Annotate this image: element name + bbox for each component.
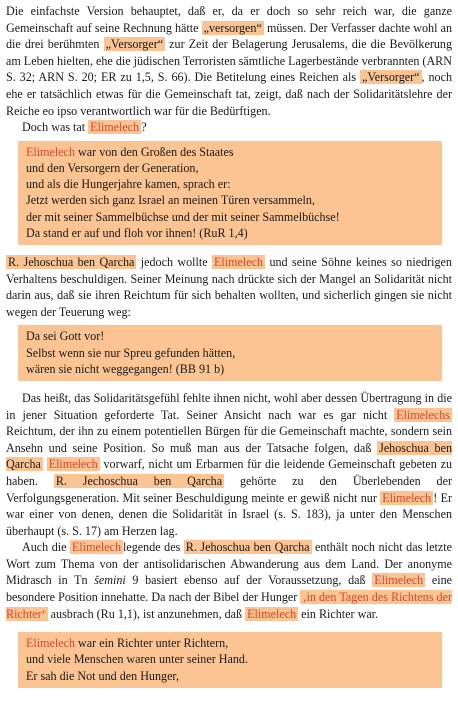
highlight-elimelech: Elimelech xyxy=(72,540,122,555)
quote-line: Da sei Gott vor! xyxy=(26,329,105,344)
highlight-elimelech: Elimelech xyxy=(382,490,432,505)
text-run: zur Zeit der Belagerung Jerusalems, die die Bevölkerung am Leben hielten, ehe die jüdischen Terroristen sämtliche Lagerbestände verbrannten (ARN S. 32; ARN S. 20; ER zu 1,5, S. 66). Die Betitelung eines Reichen als xyxy=(6,37,452,85)
highlight-elimelech: Elimelech xyxy=(374,573,424,588)
quote-reference: (RuR 1,4) xyxy=(196,225,248,240)
text-run: legende des xyxy=(123,540,184,555)
highlight-elimelech: Elimelech xyxy=(90,120,140,135)
quote-line xyxy=(26,361,434,377)
paragraph-4 xyxy=(6,390,452,539)
quote-line: der mit seiner Sammelbüchse und der mit seiner Sammelbüchse! xyxy=(26,209,340,224)
highlight-versorger: „Versorger“ xyxy=(362,70,420,85)
quote-line xyxy=(26,144,434,160)
text-run: ein Richter war. xyxy=(298,606,379,621)
highlight-rabbi: R. Jehoschua ben Qarcha xyxy=(185,540,310,555)
text-run: , noch ehe er tatsächlich etwas für die Gemeinschaft tat, zeigt, daß nach der Solidaritätslehre der Reiche eo ipso verantwortlich war für die Bedürftigen. xyxy=(6,70,453,118)
text-run: Die einfachste Version behauptet, daß er, da er doch so sehr reich war, die ganze Gemeinschaft auf seine Rechnung hätte xyxy=(6,4,452,35)
highlight-elimelech: Elimelech xyxy=(247,606,297,621)
paragraph-1 xyxy=(6,3,452,119)
quote-line: und als die Hungerjahre kamen, sprach er: xyxy=(26,177,231,192)
text-run: müssen. Der Verfasser dachte wohl an die drei berühmten xyxy=(6,20,452,52)
quote-line: und viele Menschen waren unter seiner Hand. xyxy=(26,652,248,667)
text-run: war von den Großen des Staates xyxy=(75,144,234,159)
text-run: Das heißt, das Solidaritätsgefühl fehlte ihnen nicht, wohl aber dessen Übertragung in die in jener Situation geforderte Tat. Seiner Ansicht nach war es gar nicht xyxy=(6,390,452,422)
text-run: und seine Söhne keines so niedrigen Verhaltens beschuldigen. Seiner Meinung nach drückte sich der Mangel an Solidarität nicht darin aus, daß sie ihren Reichtum für sich behalten wollten, und sicherlich gingen sie nicht wegen der Teuerung weg: xyxy=(6,254,452,319)
text-run: war ein Richter unter Richtern, xyxy=(75,636,229,651)
text-run: Auch die xyxy=(22,540,70,555)
highlight-elimelechs: Elimelechs xyxy=(396,407,450,422)
text-run: wären sie nicht weggegangen! xyxy=(26,361,173,376)
quote-block-rur xyxy=(18,141,442,245)
quote-elimelech: Elimelech xyxy=(26,144,76,159)
text-run: ? xyxy=(141,120,147,135)
document-page xyxy=(6,3,452,688)
text-run: Reichtum, der ihn zu einem potentiellen Bürgen für die Gemeinschaft machte, sondern sein Ansehn und seine Position. So muß man aus der Tatsache folgen, daß xyxy=(6,424,452,455)
quote-block-tn xyxy=(18,632,442,688)
paragraph-3 xyxy=(6,254,452,320)
text-run: enthält noch nicht das letzte Wort zum Thema von der antisolidarischen Abwanderung aus dem Land. Der anonyme Midrasch in Tn xyxy=(6,540,452,588)
quote-line: Er sah die Not und den Hunger, xyxy=(26,668,180,683)
highlight-elimelech: Elimelech xyxy=(48,457,98,472)
text-run: vorwarf, nicht um Erbarmen für die leidende Gemeinschaft gebeten zu haben. xyxy=(6,457,452,488)
quote-line: Jetzt werden sich ganz Israel an meinen Türen versammeln, xyxy=(26,193,315,208)
text-run: jedoch wollte xyxy=(136,254,213,269)
quote-line xyxy=(26,225,434,241)
highlight-rabbi: R. Jehoschua ben Qarcha xyxy=(8,254,135,269)
quote-line: und den Versorgern der Generation, xyxy=(26,160,199,175)
quote-reference: (BB 91 b) xyxy=(172,361,225,376)
quote-elimelech: Elimelech xyxy=(26,636,76,651)
highlight-rabbi: Jehoschua ben Qarcha xyxy=(6,440,452,472)
quote-block-bb xyxy=(18,325,442,381)
quote-line xyxy=(26,635,434,651)
quote-line: Selbst wenn sie nur Spreu gefunden hätten, xyxy=(26,345,236,360)
highlight-bible-quote: ‚in den Tagen des Richtens der Richter‘ xyxy=(6,590,452,621)
text-run: ! Er war einer von denen, denen die Solidarität in Israel (s. S. 183), ja unter den Menschen überhaupt (s. S. 17) am Herzen lag. xyxy=(6,490,452,538)
highlight-rabbi: R. Jechoschua ben Qarcha xyxy=(55,473,223,488)
text-run: Da stand er auf und floh vor ihnen! xyxy=(26,225,197,240)
highlight-versorgen: „versorgen“ xyxy=(203,20,262,35)
text-run: eine besondere Position innehatte. Da nach der Bibel der Hunger xyxy=(6,573,452,605)
text-run: gehörte zu den Überlebenden der Verfolgungsgeneration. Mit seiner Beschuldigung meinte er gewiß nicht nur xyxy=(6,473,452,505)
text-run: ausbrach (Ru 1,1), ist anzunehmen, daß xyxy=(47,606,246,621)
highlight-versorger: „Versorger“ xyxy=(105,37,164,52)
text-run: 9 basiert ebenso auf der Voraussetzung, daß xyxy=(125,573,373,588)
paragraph-5 xyxy=(6,539,452,622)
text-run: Doch was tat xyxy=(22,120,89,135)
italic-term: šemini xyxy=(94,573,126,588)
highlight-elimelech: Elimelech xyxy=(214,254,264,269)
paragraph-2 xyxy=(6,119,452,136)
